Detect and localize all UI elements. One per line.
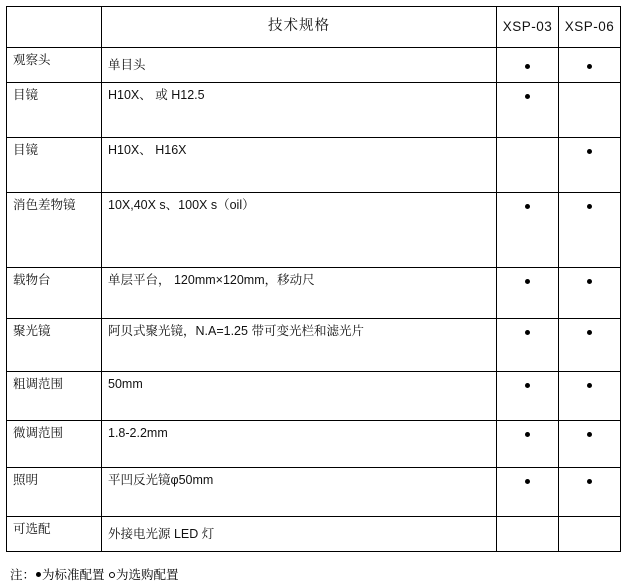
row-item-label: 观察头: [7, 48, 102, 83]
row-mark-xsp03: [497, 517, 559, 552]
row-item-label: 目镜: [7, 138, 102, 193]
row-mark-xsp06: [559, 468, 621, 517]
solid-dot-icon: [525, 279, 530, 284]
row-description: 阿贝式聚光镜，N.A=1.25 带可变光栏和滤光片: [102, 319, 497, 372]
row-item-label: 可选配: [7, 517, 102, 552]
row-description: 1.8-2.2mm: [102, 421, 497, 468]
header-model-xsp03: XSP-03: [497, 7, 559, 48]
row-mark-xsp06: [559, 193, 621, 268]
solid-dot-icon: [525, 94, 530, 99]
solid-dot-icon: [587, 432, 592, 437]
solid-dot-icon: [525, 479, 530, 484]
row-description: 单目头: [102, 48, 497, 83]
row-mark-xsp03: [497, 48, 559, 83]
header-model-xsp06: XSP-06: [559, 7, 621, 48]
row-item-label: 粗调范围: [7, 372, 102, 421]
row-item-label: 照明: [7, 468, 102, 517]
row-item-label: 聚光镜: [7, 319, 102, 372]
row-description: 外接电光源 LED 灯: [102, 517, 497, 552]
row-mark-xsp06: [559, 268, 621, 319]
row-description: H10X、 H16X: [102, 138, 497, 193]
solid-dot-icon: [525, 383, 530, 388]
table-note: [10, 566, 619, 585]
row-item-label: 载物台: [7, 268, 102, 319]
row-description: 平凹反光镜φ50mm: [102, 468, 497, 517]
solid-dot-icon: [587, 479, 592, 484]
note-standard-text: 为标准配置: [42, 568, 105, 582]
row-mark-xsp03: [497, 83, 559, 138]
table-body: [7, 7, 621, 552]
table-row: [7, 372, 621, 421]
row-description: 50mm: [102, 372, 497, 421]
table-row: [7, 517, 621, 552]
solid-dot-icon: [525, 64, 530, 69]
row-item-label: 微调范围: [7, 421, 102, 468]
row-mark-xsp03: [497, 319, 559, 372]
row-mark-xsp06: [559, 83, 621, 138]
specification-table: [6, 6, 621, 552]
solid-dot-icon: [525, 330, 530, 335]
row-description: 10X,40X s、100X s（oil）: [102, 193, 497, 268]
solid-dot-icon: [587, 149, 592, 154]
row-mark-xsp06: [559, 517, 621, 552]
solid-dot-icon: [587, 279, 592, 284]
row-mark-xsp06: [559, 372, 621, 421]
header-item-cell: [7, 7, 102, 48]
solid-dot-icon: [525, 432, 530, 437]
solid-dot-icon: [587, 330, 592, 335]
table-row: [7, 193, 621, 268]
table-row: [7, 48, 621, 83]
row-mark-xsp03: [497, 468, 559, 517]
row-item-label: 目镜: [7, 83, 102, 138]
row-mark-xsp03: [497, 268, 559, 319]
table-row: [7, 421, 621, 468]
row-description: 单层平台， 120mm×120mm，移动尺: [102, 268, 497, 319]
row-mark-xsp06: [559, 319, 621, 372]
hollow-dot-icon: [109, 572, 115, 578]
row-mark-xsp03: [497, 421, 559, 468]
row-mark-xsp06: [559, 138, 621, 193]
solid-dot-icon: [36, 572, 41, 577]
row-mark-xsp03: [497, 193, 559, 268]
solid-dot-icon: [587, 64, 592, 69]
table-row: [7, 468, 621, 517]
note-prefix: 注：: [10, 568, 36, 582]
row-mark-xsp03: [497, 138, 559, 193]
solid-dot-icon: [587, 204, 592, 209]
solid-dot-icon: [587, 383, 592, 388]
row-mark-xsp06: [559, 48, 621, 83]
row-item-label: 消色差物镜: [7, 193, 102, 268]
table-row: [7, 319, 621, 372]
row-mark-xsp03: [497, 372, 559, 421]
row-mark-xsp06: [559, 421, 621, 468]
table-row: [7, 268, 621, 319]
table-row: [7, 138, 621, 193]
row-description: H10X、 或 H12.5: [102, 83, 497, 138]
table-header-row: [7, 7, 621, 48]
header-title-cell: 技术规格: [102, 7, 497, 48]
table-row: [7, 83, 621, 138]
note-optional-text: 为选购配置: [116, 568, 179, 582]
solid-dot-icon: [525, 204, 530, 209]
